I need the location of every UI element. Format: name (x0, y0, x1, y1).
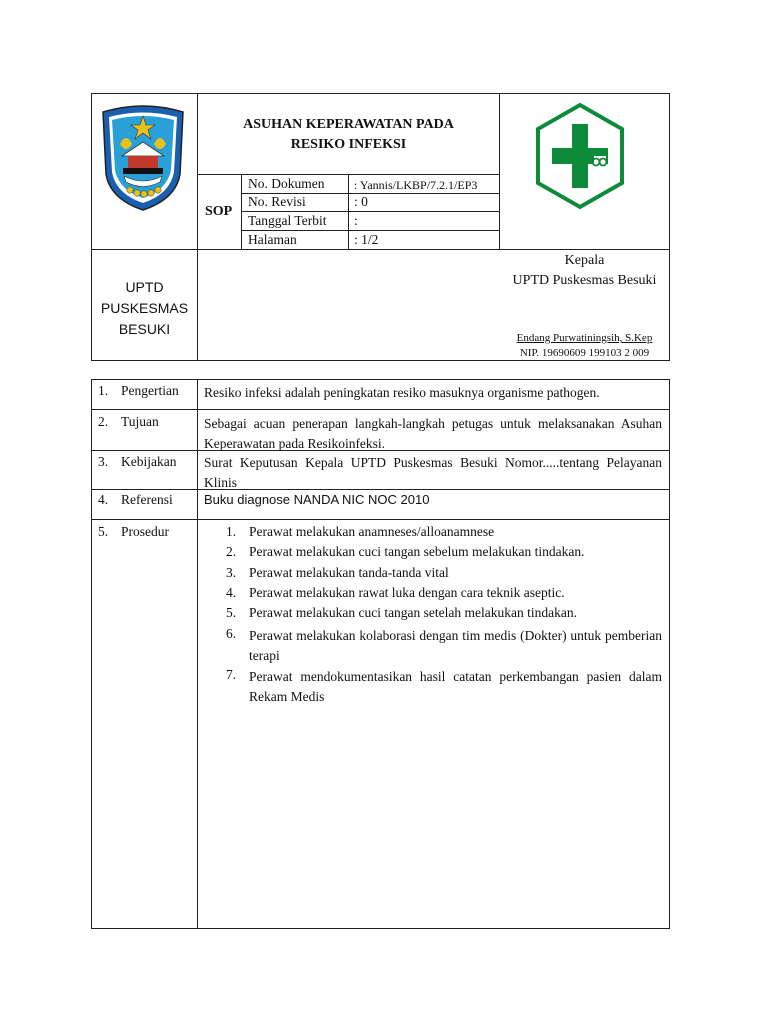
row-label-referensi: Referensi (121, 492, 173, 507)
approval-title: Kepala (564, 253, 605, 268)
kebijakan-text: Surat Keputusan Kepala UPTD Puskesmas Besuki Nomor.....tentang Pelayanan Klinis (204, 455, 662, 490)
step-number: 7. (226, 667, 237, 682)
step-text: Perawat melakukan cuci tangan setelah melakukan tindakan. (249, 605, 577, 620)
step-text: Perawat melakukan anamneses/alloanamnese (249, 524, 495, 539)
row-label-pengertian: Pengertian (121, 383, 179, 398)
step-text: Perawat melakukan cuci tangan sebelum melakukan tindakan. (249, 544, 585, 559)
doc-value-number: : Yannis/LKBP/7.2.1/EP3 (354, 178, 478, 192)
step-text: Perawat melakukan tanda-tanda vital (249, 565, 449, 580)
doc-value-date: : (354, 213, 358, 228)
tujuan-text: Sebagai acuan penerapan langkah-langkah petugas untuk melaksanakan Asuhan Keperawatan pada Resikoinfeksi. (204, 416, 662, 451)
puskesmas-logo-icon (533, 102, 627, 210)
title-line-2: RESIKO INFEKSI (290, 137, 407, 152)
step-text: Perawat melakukan rawat luka dengan cara teknik aseptic. (249, 585, 565, 600)
pengertian-text: Resiko infeksi adalah peningkatan resiko masuknya organisme pathogen. (204, 385, 600, 400)
doc-value-revision: : 0 (354, 194, 368, 209)
unit-name (92, 277, 197, 340)
unit-line-3: BESUKI (118, 321, 171, 337)
doc-value-page: : 1/2 (354, 232, 379, 247)
row-label-kebijakan: Kebijakan (121, 454, 177, 469)
approval-org: UPTD Puskesmas Besuki (512, 273, 657, 288)
doc-label-number: No. Dokumen (248, 176, 325, 191)
row-num-5: 5. (98, 524, 109, 539)
row-label-prosedur: Prosedur (121, 524, 169, 539)
unit-line-2: PUSKESMAS (100, 300, 189, 316)
row-num-2: 2. (98, 414, 109, 429)
step-number: 3. (226, 565, 237, 580)
title-line-1: ASUHAN KEPERAWATAN PADA (243, 117, 454, 132)
doc-label-revision: No. Revisi (248, 194, 306, 209)
step-number: 6. (226, 626, 237, 641)
doc-label-date: Tanggal Terbit (248, 213, 327, 228)
step-number: 4. (226, 585, 237, 600)
signer-nip: NIP. 19690609 199103 2 009 (519, 347, 650, 359)
row-num-1: 1. (98, 383, 109, 398)
row-num-4: 4. (98, 492, 109, 507)
document-title (198, 115, 499, 155)
step-number: 2. (226, 544, 237, 559)
row-label-tujuan: Tujuan (121, 414, 159, 429)
regency-emblem-icon (98, 104, 188, 214)
sop-label: SOP (205, 204, 233, 219)
doc-label-page: Halaman (248, 232, 297, 247)
step-number: 5. (226, 605, 237, 620)
step-text: Perawat mendokumentasikan hasil catatan perkembangan pasien dalam Rekam Medis (249, 669, 662, 704)
unit-line-1: UPTD (125, 279, 164, 295)
referensi-text: Buku diagnose NANDA NIC NOC 2010 (204, 492, 430, 507)
approval-block (500, 251, 669, 291)
step-number: 1. (226, 524, 237, 539)
row-num-3: 3. (98, 454, 109, 469)
signer-name: Endang Purwatiningsih, S.Kep (516, 332, 653, 344)
step-text: Perawat melakukan kolaborasi dengan tim medis (Dokter) untuk pemberian terapi (249, 628, 662, 663)
